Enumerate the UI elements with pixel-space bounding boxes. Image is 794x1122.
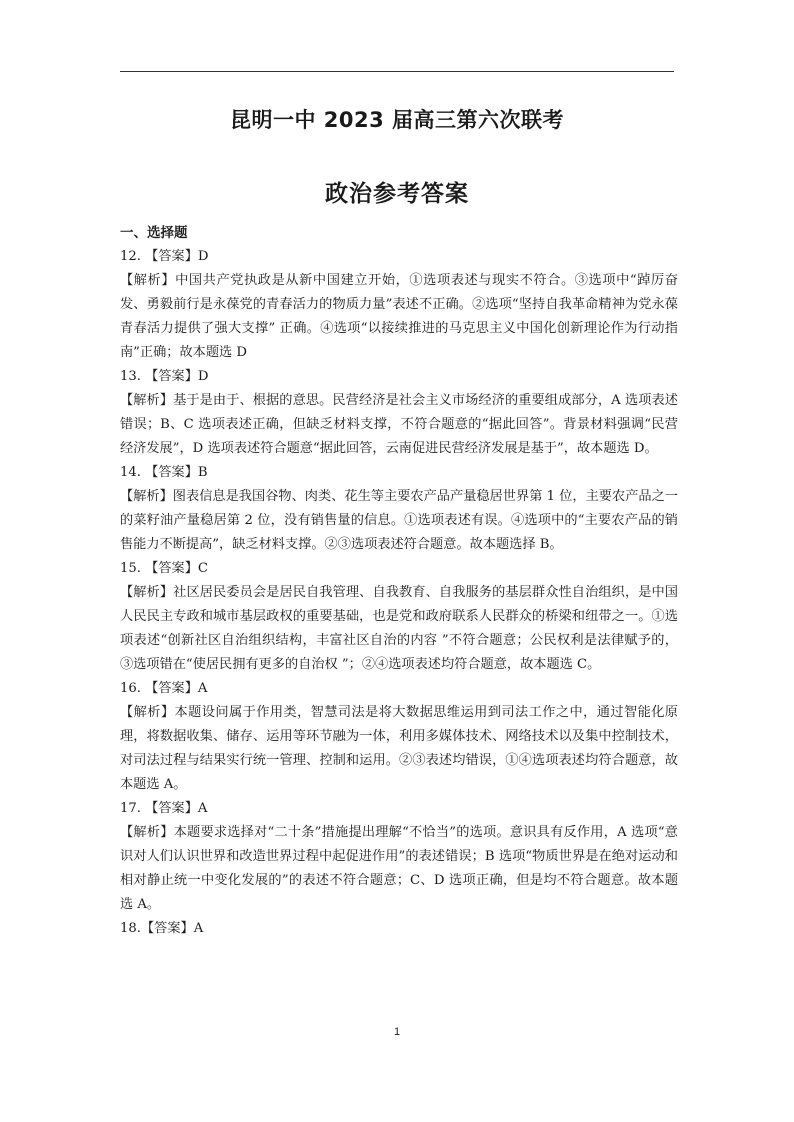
question-17 [120,797,678,917]
header-rule [120,71,674,72]
analysis-text: 【解析】基于是由于、根据的意思。民营经济是社会主义市场经济的重要组成部分，A 选项表述错误；B、C 选项表述正确，但缺乏材料支撑，不符合题意的“据此回答”。背景材料强调“民营经济发展”，D 选项表述符合题意“据此回答，云南促进民营经济发展是基于”，故本题选 D。 [120,393,678,456]
answer-line: 12. 【答案】D [120,249,209,264]
question-15 [120,557,678,677]
answer-line: 18.【答案】A [120,921,204,936]
answer-line: 17. 【答案】A [120,801,208,816]
document-subtitle: 政治参考答案 [325,181,469,207]
analysis-text: 【解析】图表信息是我国谷物、肉类、花生等主要农产品产量稳居世界第 1 位，主要农产品之一的菜籽油产量稳居第 2 位，没有销售量的信息。①选项表述有误。④选项中的“主要农产品的销售能力不断提高”，缺乏材料支撑。②③选项表述符合题意。故本题选择 B。 [120,489,678,552]
document-title: 昆明一中 2023 届高三第六次联考 [229,108,565,132]
analysis-text: 【解析】社区居民委员会是居民自我管理、自我教育、自我服务的基层群众性自治组织，是中国人民民主专政和城市基层政权的重要基础，也是党和政府联系人民群众的桥梁和纽带之一。①选项表述“创新社区自治组织结构，丰富社区自治的内容 ”不符合题意；公民权利是法律赋予的，③选项错在“使居民拥有更多的自治权 ”；②④选项表述均符合题意，故本题选 C。 [120,585,678,672]
answer-line: 16. 【答案】A [120,681,208,696]
analysis-text: 【解析】中国共产党执政是从新中国建立开始，①选项表述与现实不符合。③选项中“踔厉奋发、勇毅前行是永葆党的青春活力的物质力量”表述不正确。②选项“坚持自我革命精神为党永葆青春活力提供了强大支撑” 正确。④选项“以接续推进的马克思主义中国化创新理论作为行动指南”正确；故本题选 D [120,273,678,360]
analysis-text: 【解析】本题要求选择对“二十条”措施提出理解“不恰当”的选项。意识具有反作用，A 选项“意识对人们认识世界和改造世界过程中起促进作用”的表述错误；B 选项“物质世界是在绝对运动和相对静止统一中变化发展的”的表述不符合题意；C、D 选项正确，但是均不符合题意。故本题选 A。 [120,825,678,912]
answer-line: 13. 【答案】D [120,369,209,384]
question-18 [120,917,678,941]
answer-line: 14. 【答案】B [120,465,208,480]
analysis-text: 【解析】本题设问属于作用类，智慧司法是将大数据思维运用到司法工作之中，通过智能化原理，将数据收集、储存、运用等环节融为一体，利用多媒体技术、网络技术以及集中控制技术，对司法过程与结果实行统一管理、控制和运用。②③表述均错误，①④选项表述均符合题意，故本题选 A。 [120,705,678,792]
question-16 [120,677,678,797]
answer-content [120,221,678,941]
section-heading: 一、选择题 [120,225,188,241]
question-12 [120,245,678,365]
question-14 [120,461,678,557]
answer-line: 15. 【答案】C [120,561,209,576]
page-number: 1 [393,1026,401,1038]
question-13 [120,365,678,461]
